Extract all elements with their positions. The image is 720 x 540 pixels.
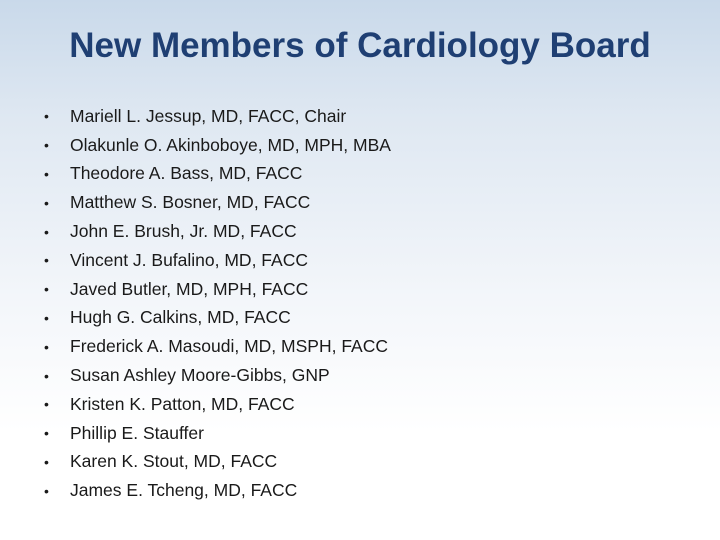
list-item [44,160,391,189]
member-name: Phillip E. Stauffer [70,422,204,443]
list-item [44,448,391,477]
bullet-icon: • [44,482,49,499]
member-name: Hugh G. Calkins, MD, FACC [70,307,291,328]
bullet-icon: • [44,165,49,182]
member-name: Olakunle O. Akinboboye, MD, MPH, MBA [70,134,391,155]
bullet-icon: • [44,281,49,298]
list-item [44,304,391,333]
member-name: Kristen K. Patton, MD, FACC [70,393,295,414]
member-name: Frederick A. Masoudi, MD, MSPH, FACC [70,336,388,357]
member-name: Javed Butler, MD, MPH, FACC [70,278,309,299]
bullet-icon: • [44,309,49,326]
list-item [44,476,391,505]
list-item [44,275,391,304]
member-name: Karen K. Stout, MD, FACC [70,451,278,472]
member-name: John E. Brush, Jr. MD, FACC [70,221,297,242]
member-name: Mariell L. Jessup, MD, FACC, Chair [70,105,347,126]
bullet-icon: • [44,252,49,269]
list-item [44,131,391,160]
slide-title: New Members of Cardiology Board [69,26,651,65]
member-name: Theodore A. Bass, MD, FACC [70,163,303,184]
list-item [44,332,391,361]
list-item [44,361,391,390]
bullet-icon: • [44,137,49,154]
member-name: Matthew S. Bosner, MD, FACC [70,192,311,213]
member-name: Susan Ashley Moore-Gibbs, GNP [70,365,330,386]
member-name: Vincent J. Bufalino, MD, FACC [70,249,308,270]
list-item [44,390,391,419]
bullet-icon: • [44,425,49,442]
bullet-icon: • [44,338,49,355]
bullet-icon: • [44,367,49,384]
bullet-icon: • [44,223,49,240]
bullet-icon: • [44,396,49,413]
list-item [44,102,391,131]
member-name: James E. Tcheng, MD, FACC [70,480,298,501]
list-item [44,419,391,448]
list-item [44,188,391,217]
list-item [44,217,391,246]
list-item [44,246,391,275]
bullet-icon: • [44,108,49,125]
bullet-icon: • [44,453,49,470]
bullet-icon: • [44,194,49,211]
member-list [44,102,391,505]
